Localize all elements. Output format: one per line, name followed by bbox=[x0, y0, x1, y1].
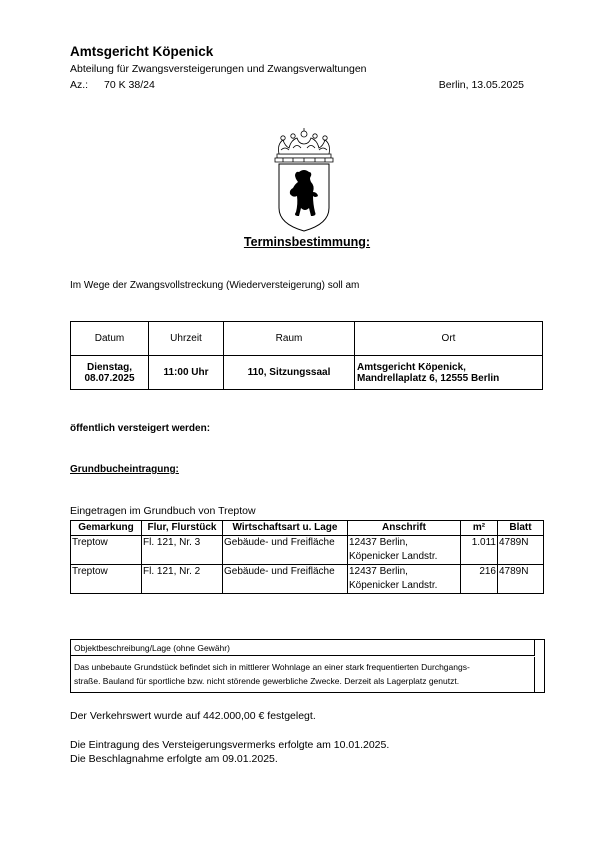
appointment-table bbox=[70, 321, 543, 390]
cell-blatt: 4789N bbox=[498, 565, 544, 594]
public-auction-text: öffentlich versteigert werden: bbox=[70, 423, 211, 434]
place-date: Berlin, 13.05.2025 bbox=[438, 79, 524, 91]
header-room: Raum bbox=[224, 322, 355, 356]
seizure-note-text: Die Beschlagnahme erfolgte am 09.01.2025. bbox=[70, 753, 278, 765]
appointment-date bbox=[71, 356, 149, 390]
land-register-heading: Grundbucheintragung: bbox=[70, 464, 179, 475]
appointment-room: 110, Sitzungssaal bbox=[224, 356, 355, 390]
appointment-place-line2: Mandrellaplatz 6, 12555 Berlin bbox=[357, 372, 500, 384]
berlin-coat-of-arms-icon bbox=[271, 128, 337, 232]
appointment-date-value: 08.07.2025 bbox=[84, 372, 135, 384]
table-row bbox=[71, 565, 544, 594]
department-name: Abteilung für Zwangsversteigerungen und Zwangsverwaltungen bbox=[70, 63, 367, 75]
header-gemarkung: Gemarkung bbox=[71, 521, 142, 536]
land-header-row bbox=[71, 521, 544, 536]
appointment-place-line1: Amtsgericht Köpenick, bbox=[357, 361, 466, 373]
document-title: Terminsbestimmung: bbox=[243, 235, 371, 249]
cell-flur: Fl. 121, Nr. 2 bbox=[142, 565, 223, 594]
cell-anschrift-line1: 12437 Berlin, bbox=[349, 566, 408, 577]
cell-wirtschaftsart: Gebäude- und Freifläche bbox=[223, 536, 348, 565]
appointment-place bbox=[355, 356, 543, 390]
entry-note-text: Die Eintragung des Versteigerungsvermerks erfolgte am 10.01.2025. bbox=[70, 739, 390, 751]
object-description-line1: Das unbebaute Grundstück befindet sich in mittlerer Wohnlage an einer stark frequentierten Durchgangs- bbox=[74, 662, 470, 672]
header-flur: Flur, Flurstück bbox=[142, 521, 223, 536]
cell-area: 216 bbox=[461, 565, 498, 594]
cell-anschrift-line2: Köpenicker Landstr. bbox=[349, 551, 438, 562]
registered-in-text: Eingetragen im Grundbuch von Treptow bbox=[70, 505, 256, 517]
court-name: Amtsgericht Köpenick bbox=[70, 44, 214, 59]
appointment-time: 11:00 Uhr bbox=[149, 356, 224, 390]
header-place: Ort bbox=[355, 322, 543, 356]
object-description-body bbox=[71, 657, 535, 692]
cell-blatt: 4789N bbox=[498, 536, 544, 565]
header-area: m² bbox=[461, 521, 498, 536]
market-value-text: Der Verkehrswert wurde auf 442.000,00 € festgelegt. bbox=[70, 710, 316, 722]
cell-anschrift bbox=[348, 536, 461, 565]
file-number-value: 70 K 38/24 bbox=[104, 79, 155, 91]
appointment-weekday: Dienstag, bbox=[86, 361, 132, 373]
cell-anschrift bbox=[348, 565, 461, 594]
appointment-header-row bbox=[71, 322, 543, 356]
header-date: Datum bbox=[71, 322, 149, 356]
object-description-box bbox=[70, 639, 545, 693]
file-number-label: Az.: bbox=[70, 79, 89, 91]
land-register-table bbox=[70, 520, 544, 594]
appointment-value-row bbox=[71, 356, 543, 390]
object-description-heading: Objektbeschreibung/Lage (ohne Gewähr) bbox=[71, 640, 535, 656]
cell-area: 1.011 bbox=[461, 536, 498, 565]
cell-flur: Fl. 121, Nr. 3 bbox=[142, 536, 223, 565]
cell-anschrift-line2: Köpenicker Landstr. bbox=[349, 580, 438, 591]
object-description-line2: straße. Bauland für sportliche bzw. nicht störende gewerbliche Zwecke. Derzeit als Lagerplatz genutzt. bbox=[74, 676, 460, 686]
intro-text: Im Wege der Zwangsvollstreckung (Wiederversteigerung) soll am bbox=[70, 280, 360, 291]
header-time: Uhrzeit bbox=[149, 322, 224, 356]
header-blatt: Blatt bbox=[498, 521, 544, 536]
cell-anschrift-line1: 12437 Berlin, bbox=[349, 537, 408, 548]
table-row bbox=[71, 536, 544, 565]
cell-gemarkung: Treptow bbox=[71, 565, 142, 594]
header-anschrift: Anschrift bbox=[348, 521, 461, 536]
header-wirtschaftsart: Wirtschaftsart u. Lage bbox=[223, 521, 348, 536]
cell-gemarkung: Treptow bbox=[71, 536, 142, 565]
cell-wirtschaftsart: Gebäude- und Freifläche bbox=[223, 565, 348, 594]
